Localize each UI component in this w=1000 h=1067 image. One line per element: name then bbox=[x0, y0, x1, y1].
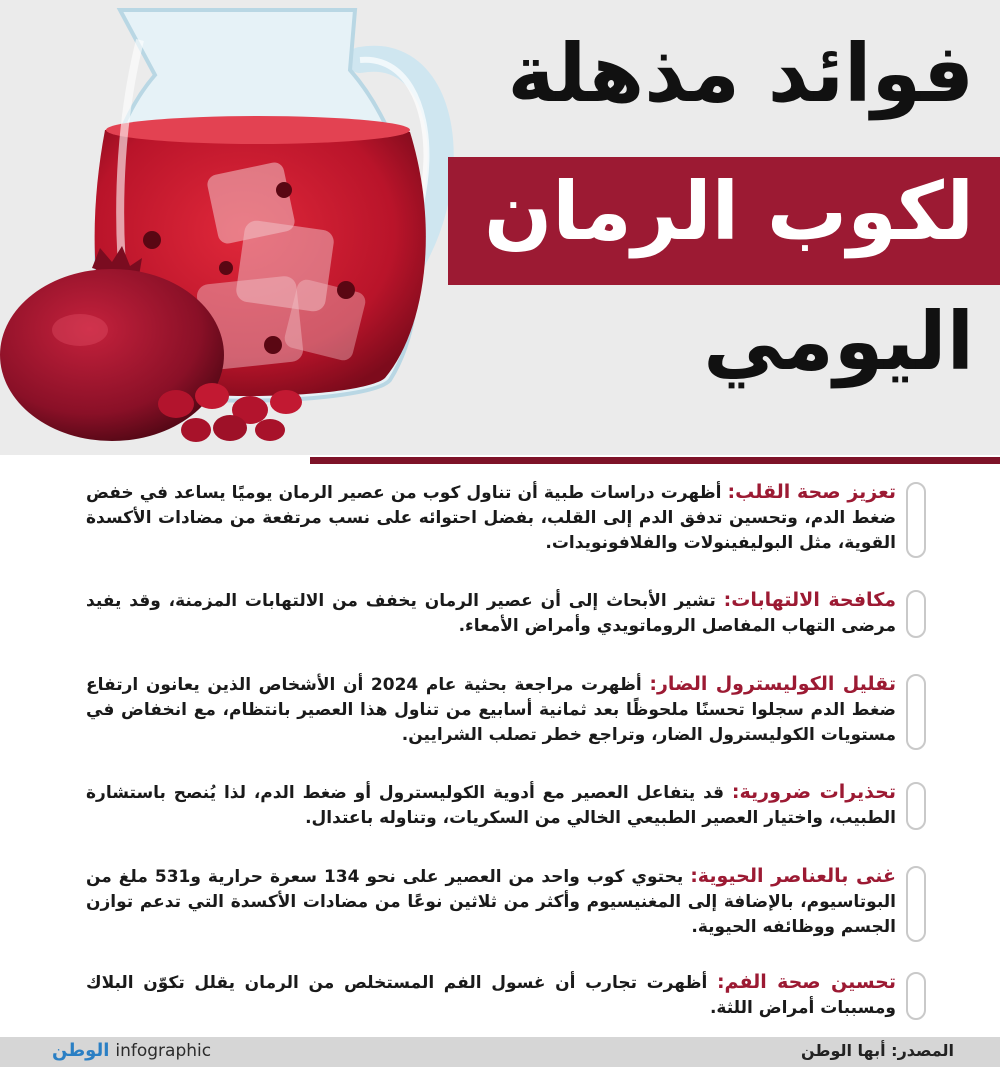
seed bbox=[337, 281, 355, 299]
title-line-3: اليومي bbox=[703, 295, 974, 388]
bullet-pill bbox=[906, 972, 926, 1020]
item-text bbox=[86, 588, 896, 639]
item-text bbox=[86, 864, 896, 940]
title-line-1: فوائد مذهلة bbox=[507, 27, 974, 120]
bullet-pill bbox=[906, 482, 926, 558]
item-heading: غنى بالعناصر الحيوية: bbox=[690, 865, 896, 887]
item-body: أظهرت دراسات طبية أن تناول كوب من عصير الرمان يوميًا يساعد في خفض ضغط الدم، وتحسين تدفق الدم إلى القلب، بفضل احتوائه على نسب مرتفعة من مضادات الأكسدة القوية، مثل البوليفينولات والفلافونويدات. bbox=[86, 483, 896, 553]
item-body: قد يتفاعل العصير مع أدوية الكوليسترول أو ضغط الدم، لذا يُنصح باستشارة الطبيب، واختيار العصير الطبيعي الخالي من السكريات، وتناوله باعتدال. bbox=[86, 783, 896, 828]
item-text bbox=[86, 672, 896, 748]
item-body: يحتوي كوب واحد من العصير على نحو 134 سعرة حرارية و531 ملغ من البوتاسيوم، بالإضافة إلى المغنيسيوم وأكثر من ثلاثين نوعًا من مضادات الأكسدة التي تدعم توازن الجسم ووظائفه الحيوية. bbox=[86, 867, 896, 937]
item-heading: تحذيرات ضرورية: bbox=[731, 781, 896, 803]
item-text bbox=[86, 970, 896, 1021]
item-text bbox=[86, 780, 896, 831]
divider-rule bbox=[310, 457, 1000, 464]
seed bbox=[264, 336, 282, 354]
item-text bbox=[86, 480, 896, 556]
item-body: أظهرت تجارب أن غسول الفم المستخلص من الرمان يقلل تكوّن البلاك ومسببات أمراض اللثة. bbox=[86, 973, 896, 1018]
seed bbox=[143, 231, 161, 249]
bullet-pill bbox=[906, 866, 926, 942]
source-credit: المصدر: أبها الوطن bbox=[800, 1041, 954, 1060]
brand-mark bbox=[52, 1040, 211, 1061]
item-heading: مكافحة الالتهابات: bbox=[723, 589, 897, 611]
item-heading: تقليل الكوليسترول الضار: bbox=[649, 673, 896, 695]
item-body: أظهرت مراجعة بحثية عام 2024 أن الأشخاص الذين يعانون ارتفاع ضغط الدم سجلوا تحسنًا ملحوظًا بعد ثمانية أسابيع من تناول هذا العصير بانتظام، مع انخفاض في مستويات الكوليسترول الضار، وتراجع خطر تصلب الشرايين. bbox=[86, 675, 896, 745]
bullet-pill bbox=[906, 782, 926, 830]
item-heading: تعزيز صحة القلب: bbox=[727, 481, 896, 503]
bullet-pill bbox=[906, 590, 926, 638]
item-heading: تحسين صحة الفم: bbox=[716, 971, 896, 993]
bullet-pill bbox=[906, 674, 926, 750]
item-body: تشير الأبحاث إلى أن عصير الرمان يخفف من الالتهابات المزمنة، وقد يفيد مرضى التهاب المفاصل الروماتويدي وأمراض الأمعاء. bbox=[86, 591, 896, 636]
brand-logo: الوطن bbox=[52, 1040, 110, 1061]
hero-section bbox=[0, 0, 1000, 455]
juice-surface bbox=[106, 116, 410, 144]
title-line-2: لكوب الرمان bbox=[483, 165, 974, 258]
seed bbox=[219, 261, 233, 275]
seed bbox=[276, 182, 292, 198]
brand-wordmark: infographic bbox=[115, 1040, 212, 1061]
footer-bar bbox=[0, 1037, 1000, 1067]
pomegranate-juice-jug-illustration bbox=[0, 0, 460, 455]
